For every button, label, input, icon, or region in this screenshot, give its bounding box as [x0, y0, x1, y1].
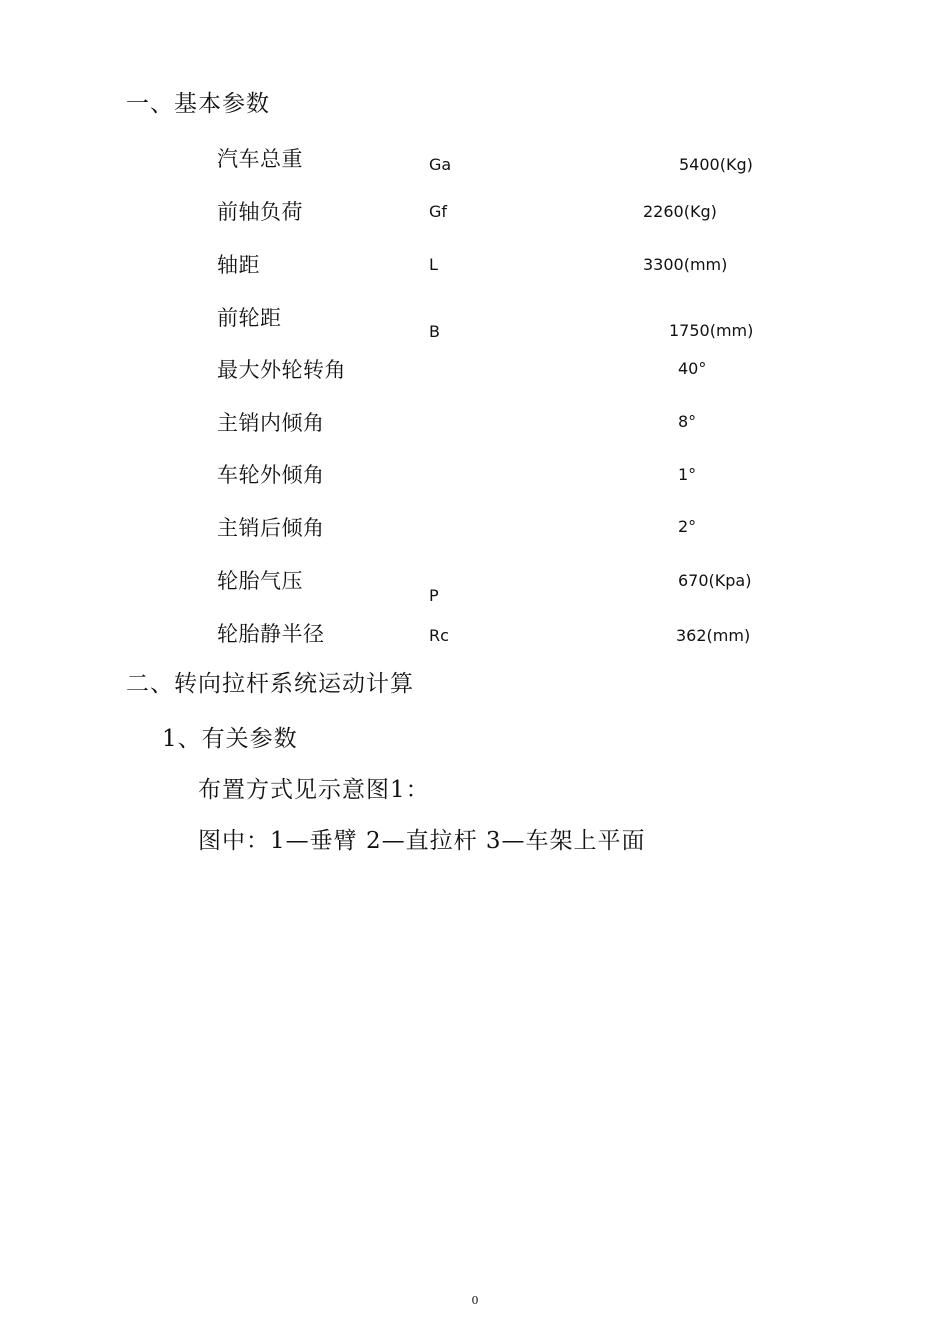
param-value: 8°	[678, 412, 697, 431]
param-name: 前轮距	[217, 306, 282, 330]
param-value: 3300(mm)	[643, 255, 728, 274]
section-1-heading: 一、基本参数	[126, 91, 270, 117]
param-symbol: Gf	[429, 202, 448, 221]
param-value: 670(Kpa)	[678, 571, 752, 590]
param-name: 主销内倾角	[217, 411, 325, 435]
subsection-heading: 1、有关参数	[162, 726, 298, 752]
param-value: 2°	[678, 517, 697, 536]
param-symbol: Rc	[429, 626, 449, 645]
param-symbol: P	[429, 586, 439, 605]
param-name: 轮胎气压	[217, 569, 303, 593]
layout-note: 布置方式见示意图1：	[198, 777, 430, 803]
param-value: 1750(mm)	[669, 321, 754, 340]
section-2-heading: 二、转向拉杆系统运动计算	[126, 671, 414, 697]
param-name: 轮胎静半径	[217, 622, 325, 646]
param-value: 40°	[678, 359, 707, 378]
param-name: 车轮外倾角	[217, 463, 325, 487]
param-value: 362(mm)	[676, 626, 751, 645]
page-number: 0	[471, 1294, 479, 1307]
param-symbol: B	[429, 322, 440, 341]
param-name: 最大外轮转角	[217, 358, 346, 382]
param-name: 主销后倾角	[217, 516, 325, 540]
param-name: 汽车总重	[217, 147, 303, 171]
figure-legend: 图中：1—垂臂 2—直拉杆 3—车架上平面	[198, 828, 646, 854]
param-value: 2260(Kg)	[643, 202, 717, 221]
param-symbol: Ga	[429, 155, 452, 174]
param-symbol: L	[429, 255, 438, 274]
param-value: 1°	[678, 465, 697, 484]
param-value: 5400(Kg)	[679, 155, 753, 174]
param-name: 轴距	[217, 253, 260, 277]
param-name: 前轴负荷	[217, 200, 303, 224]
